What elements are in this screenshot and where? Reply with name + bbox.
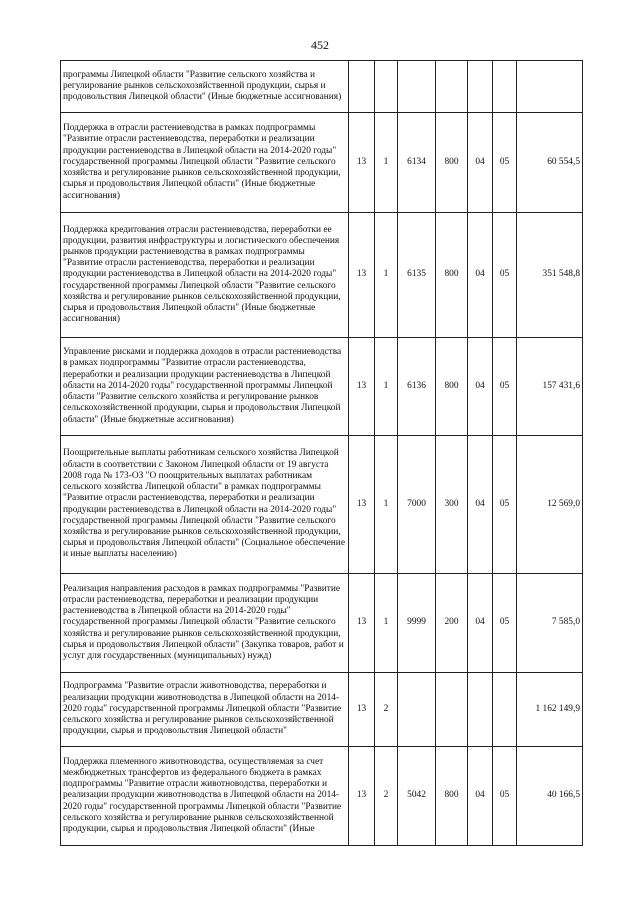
row-description: Реализация направления расходов в рамках подпрограммы "Развитие отрасли растениеводства, переработки и реализации продукции растениеводства в Липецкой области на 2014-2020 годы" государственной программы Липецкой области "Развитие сельского хозяйства и регулирование рынков сельскохозяйственной продукции, сырья и продовольствия Липецкой области" (Закупка товаров, работ и услуг для государственных (муниципальных) нужд)	[61, 574, 349, 673]
row-code-c4	[436, 61, 468, 113]
row-code-c1: 13	[349, 436, 375, 574]
row-code-c1	[349, 61, 375, 113]
row-amount: 60 554,5	[517, 113, 583, 213]
row-code-c4: 800	[436, 747, 468, 846]
row-code-c5: 04	[468, 436, 493, 574]
row-amount: 12 569,0	[517, 436, 583, 574]
row-code-c5: 04	[468, 338, 493, 436]
row-amount: 40 166,5	[517, 747, 583, 846]
page-number: 452	[311, 38, 329, 52]
row-code-c2: 1	[375, 113, 398, 213]
table-row	[61, 747, 583, 846]
row-description: Поддержка кредитования отрасли растениеводства, переработки ее продукции, развития инфраструктуры и логистического обеспечения рынков продукции растениеводства в рамках подпрограммы "Развитие отрасли растениеводства, переработки и реализации продукции растениеводства в Липецкой области на 2014-2020 годы" государственной программы Липецкой области "Развитие сельского хозяйства и регулирование рынков сельскохозяйственной продукции, сырья и продовольствия Липецкой области" (Иные бюджетные ассигнования)	[61, 213, 349, 338]
row-code-c5	[468, 673, 493, 747]
table-body	[61, 61, 583, 846]
row-description: программы Липецкой области "Развитие сельского хозяйства и регулирование рынков сельскохозяйственной продукции, сырья и продовольствия Липецкой области" (Иные бюджетные ассигнования)	[61, 61, 349, 113]
row-code-c3: 6134	[398, 113, 436, 213]
table-row	[61, 113, 583, 213]
row-description: Поощрительные выплаты работникам сельского хозяйства Липецкой области в соответствии с Законом Липецкой области от 19 августа 2008 года № 173-ОЗ "О поощрительных выплатах работникам сельского хозяйства Липецкой области" в рамках подпрограммы "Развитие отрасли растениеводства, переработки и реализации продукции растениеводства в Липецкой области на 2014-2020 годы" государственной программы Липецкой области "Развитие сельского хозяйства и регулирование рынков сельскохозяйственной продукции, сырья и продовольствия Липецкой области" (Социальное обеспечение и иные выплаты населению)	[61, 436, 349, 574]
row-description: Управление рисками и поддержка доходов в отрасли растениеводства в рамках подпрограммы "Развитие отрасли растениеводства, переработки и реализации продукции растениеводства в Липецкой области на 2014-2020 годы" государственной программы Липецкой области "Развитие сельского хозяйства и регулирование рынков сельскохозяйственной продукции, сырья и продовольствия Липецкой области" (Иные бюджетные ассигнования)	[61, 338, 349, 436]
row-amount: 1 162 149,9	[517, 673, 583, 747]
row-code-c5: 04	[468, 213, 493, 338]
row-code-c2	[375, 61, 398, 113]
row-code-c1: 13	[349, 673, 375, 747]
row-code-c1: 13	[349, 747, 375, 846]
row-code-c3: 9999	[398, 574, 436, 673]
row-amount: 351 548,8	[517, 213, 583, 338]
row-code-c3	[398, 61, 436, 113]
row-code-c3: 5042	[398, 747, 436, 846]
table-row	[61, 436, 583, 574]
row-code-c2: 1	[375, 574, 398, 673]
row-code-c6: 05	[493, 747, 517, 846]
row-code-c2: 2	[375, 747, 398, 846]
row-code-c3: 7000	[398, 436, 436, 574]
row-code-c5	[468, 61, 493, 113]
budget-table	[60, 60, 583, 846]
row-code-c3	[398, 673, 436, 747]
row-code-c4: 800	[436, 113, 468, 213]
row-code-c3: 6135	[398, 213, 436, 338]
row-code-c6: 05	[493, 338, 517, 436]
row-amount	[517, 61, 583, 113]
row-code-c4: 200	[436, 574, 468, 673]
row-code-c1: 13	[349, 338, 375, 436]
row-description: Поддержка племенного животноводства, осуществляемая за счет межбюджетных трансфертов из федерального бюджета в рамках подпрограммы "Развитие отрасли животноводства, переработки и реализации продукции животноводства в Липецкой области на 2014-2020 годы" государственной программы Липецкой области "Развитие сельского хозяйства и регулирование рынков сельскохозяйственной продукции, сырья и продовольствия Липецкой области" (Иные	[61, 747, 349, 846]
row-code-c4: 800	[436, 338, 468, 436]
row-description: Подпрограмма "Развитие отрасли животноводства, переработки и реализации продукции животноводства в Липецкой области на 2014-2020 годы" государственной программы Липецкой области "Развитие сельского хозяйства и регулирование рынков сельскохозяйственной продукции, сырья и продовольствия Липецкой области"	[61, 673, 349, 747]
row-description: Поддержка в отрасли растениеводства в рамках подпрограммы "Развитие отрасли растениеводства, переработки и реализации продукции растениеводства в Липецкой области на 2014-2020 годы" государственной программы Липецкой области "Развитие сельского хозяйства и регулирование рынков сельскохозяйственной продукции, сырья и продовольствия Липецкой области" (Иные бюджетные ассигнования)	[61, 113, 349, 213]
row-code-c6: 05	[493, 574, 517, 673]
row-code-c4: 300	[436, 436, 468, 574]
row-code-c2: 2	[375, 673, 398, 747]
row-code-c2: 1	[375, 338, 398, 436]
row-code-c5: 04	[468, 113, 493, 213]
row-code-c3: 6136	[398, 338, 436, 436]
row-code-c2: 1	[375, 213, 398, 338]
row-code-c4: 800	[436, 213, 468, 338]
table-row	[61, 338, 583, 436]
row-code-c6: 05	[493, 213, 517, 338]
row-code-c6: 05	[493, 113, 517, 213]
row-code-c6	[493, 61, 517, 113]
table-row	[61, 673, 583, 747]
table-row	[61, 574, 583, 673]
table-row	[61, 61, 583, 113]
row-code-c1: 13	[349, 574, 375, 673]
row-code-c6	[493, 673, 517, 747]
row-amount: 157 431,6	[517, 338, 583, 436]
row-code-c6: 05	[493, 436, 517, 574]
row-code-c5: 04	[468, 747, 493, 846]
table-row	[61, 213, 583, 338]
row-code-c5: 04	[468, 574, 493, 673]
row-code-c1: 13	[349, 113, 375, 213]
row-amount: 7 585,0	[517, 574, 583, 673]
row-code-c2: 1	[375, 436, 398, 574]
row-code-c4	[436, 673, 468, 747]
row-code-c1: 13	[349, 213, 375, 338]
